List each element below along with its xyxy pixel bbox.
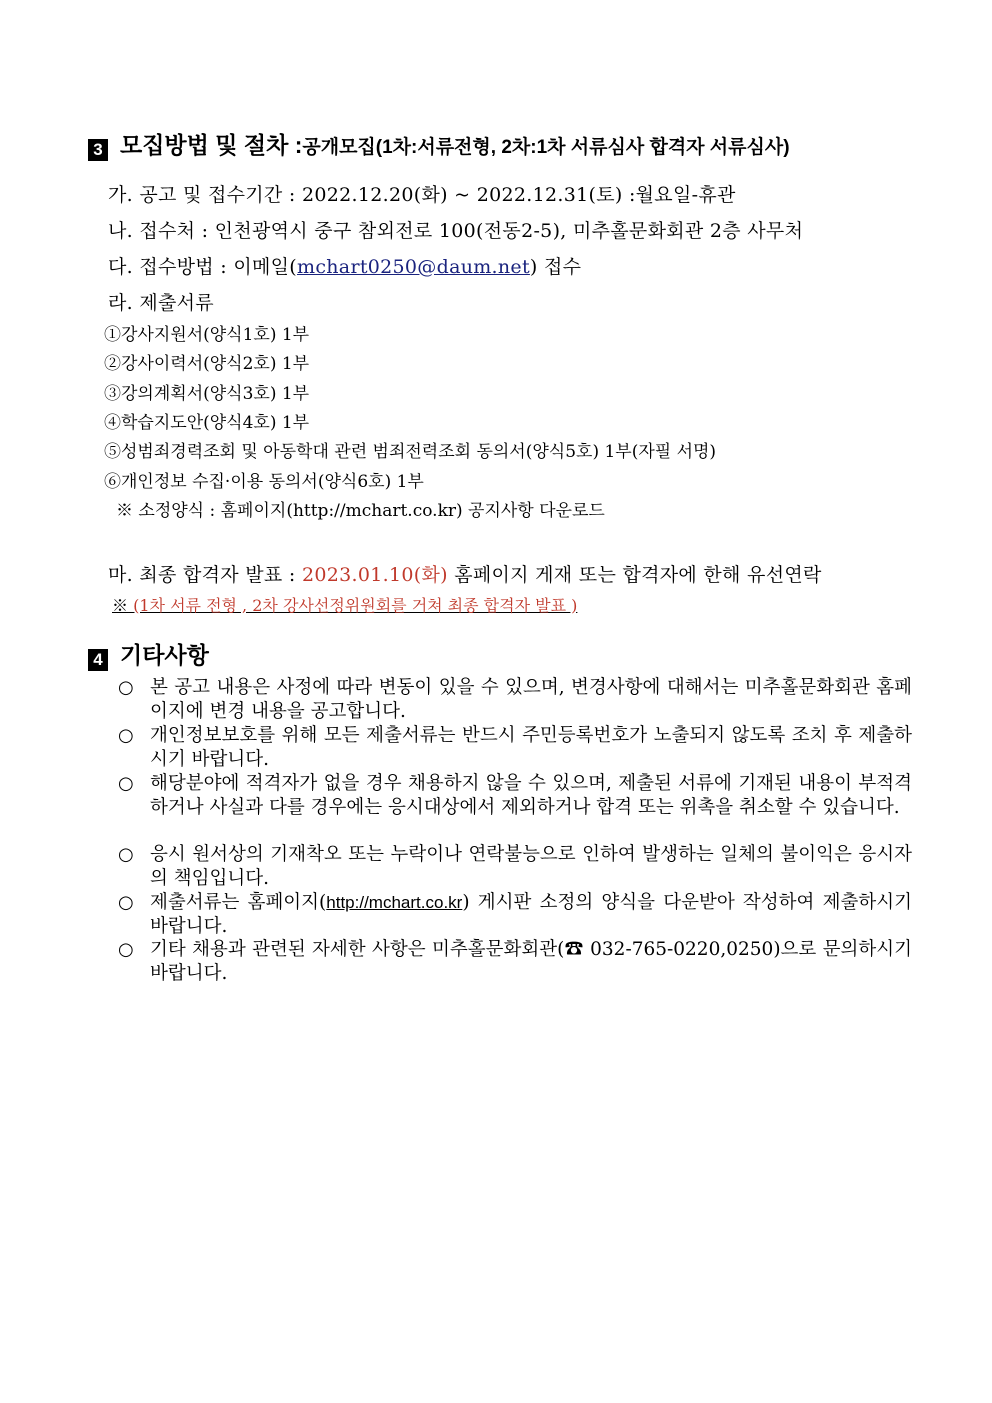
form-download-note: ※ 소정양식 : 홈페이지(http://mchart.co.kr) 공지사항 다운로드: [116, 501, 605, 521]
b5-prefix: 제출서류는 홈페이지(: [150, 892, 327, 913]
item-da-suffix: ) 접수: [529, 256, 582, 278]
notice-text: 본 공고 내용은 사정에 따라 변동이 있을 수 있으며, 변경사항에 대해서는 미추홀문화회관 홈페이지에 변경 내용을 공고합니다.: [150, 677, 912, 722]
final-announcement: [108, 560, 822, 587]
phone-icon: ☎: [564, 939, 584, 960]
section-number-box: 4: [88, 649, 108, 671]
item-na: 나. 접수처 : 인천광역시 중구 참외전로 100(전동2-5), 미추홀문화회관 2층 사무처: [108, 220, 804, 242]
document-item: ①강사지원서(양식1호) 1부: [104, 325, 310, 345]
notice-text: [150, 891, 912, 939]
homepage-link[interactable]: http://mchart.co.kr: [326, 893, 463, 912]
email-link[interactable]: mchart0250@daum.net: [297, 256, 530, 278]
section-4-heading: [88, 637, 209, 670]
section-number-box: 3: [88, 139, 108, 161]
notice-text: 개인정보보호를 위해 모든 제출서류는 반드시 주민등록번호가 노출되지 않도록 조치 후 제출하시기 바랍니다.: [150, 725, 912, 770]
section-3-heading: [88, 127, 790, 160]
notice-bullet: [118, 843, 912, 891]
notice-bullet: [118, 676, 912, 724]
notice-bullet: [118, 938, 912, 986]
notice-bullet: [118, 891, 912, 939]
notice-text: 해당분야에 적격자가 없을 경우 채용하지 않을 수 있으며, 제출된 서류에 기재된 내용이 부적격하거나 사실과 다를 경우에는 응시대상에서 제외하거나 합격 또는 위촉을 취소할 수 있습니다.: [150, 773, 912, 818]
b5-suffix: ) 게시판 소정의 양식을 다운받아 작성하여 제출하시기 바랍니다.: [150, 892, 912, 937]
notice-bullet: [118, 772, 912, 820]
notice-text: 응시 원서상의 기재착오 또는 누락이나 연락불능으로 인하여 발생하는 일체의 불이익은 응시자의 책임입니다.: [150, 844, 912, 889]
circle-bullet-icon: ○: [118, 725, 134, 746]
item-da: [108, 252, 581, 279]
circle-bullet-icon: ○: [118, 892, 134, 913]
section-3-subtitle: 공개모집(1차:서류전형, 2차:1차 서류심사 합격자 서류심사): [302, 137, 790, 158]
document-item: ③강의계획서(양식3호) 1부: [104, 384, 310, 404]
circle-bullet-icon: ○: [118, 773, 134, 794]
item-da-prefix: 다. 접수방법 : 이메일(: [108, 256, 298, 278]
final-suffix: 홈페이지 게재 또는 합격자에 한해 유선연락: [447, 564, 822, 586]
b6-prefix: 기타 채용과 관련된 자세한 사항은 미추홀문화회관(: [150, 939, 565, 960]
notice-bullet: [118, 724, 912, 772]
document-item: ④학습지도안(양식4호) 1부: [104, 413, 310, 433]
notice-text: [150, 938, 912, 986]
document-item: ⑤성범죄경력조회 및 아동학대 관련 범죄전력조회 동의서(양식5호) 1부(자필 서명): [104, 442, 717, 462]
item-ga: 가. 공고 및 접수기간 : 2022.12.20(화) ~ 2022.12.31(토) :월요일-휴관: [108, 184, 736, 206]
final-prefix: 마. 최종 합격자 발표 :: [108, 564, 302, 586]
circle-bullet-icon: ○: [118, 844, 134, 865]
note-mark: ※: [112, 596, 129, 615]
final-note: [112, 593, 577, 616]
circle-bullet-icon: ○: [118, 677, 134, 698]
document-item: ②강사이력서(양식2호) 1부: [104, 354, 310, 374]
document-item: ⑥개인정보 수집·이용 동의서(양식6호) 1부: [104, 472, 424, 492]
section-3-title: 모집방법 및 절차 :: [120, 132, 303, 158]
section-4-title: 기타사항: [120, 642, 209, 668]
b6-suffix: )으로 문의하시기 바랍니다.: [150, 939, 912, 984]
final-date: 2023.01.10(화): [301, 564, 448, 586]
phone-number: 032-765-0220,0250: [583, 939, 774, 960]
circle-bullet-icon: ○: [118, 939, 134, 960]
item-ra: 라. 제출서류: [108, 292, 214, 314]
final-note-text: (1차 서류 전형 , 2차 강사선정위원회를 거쳐 최종 합격자 발표 ): [128, 596, 578, 615]
